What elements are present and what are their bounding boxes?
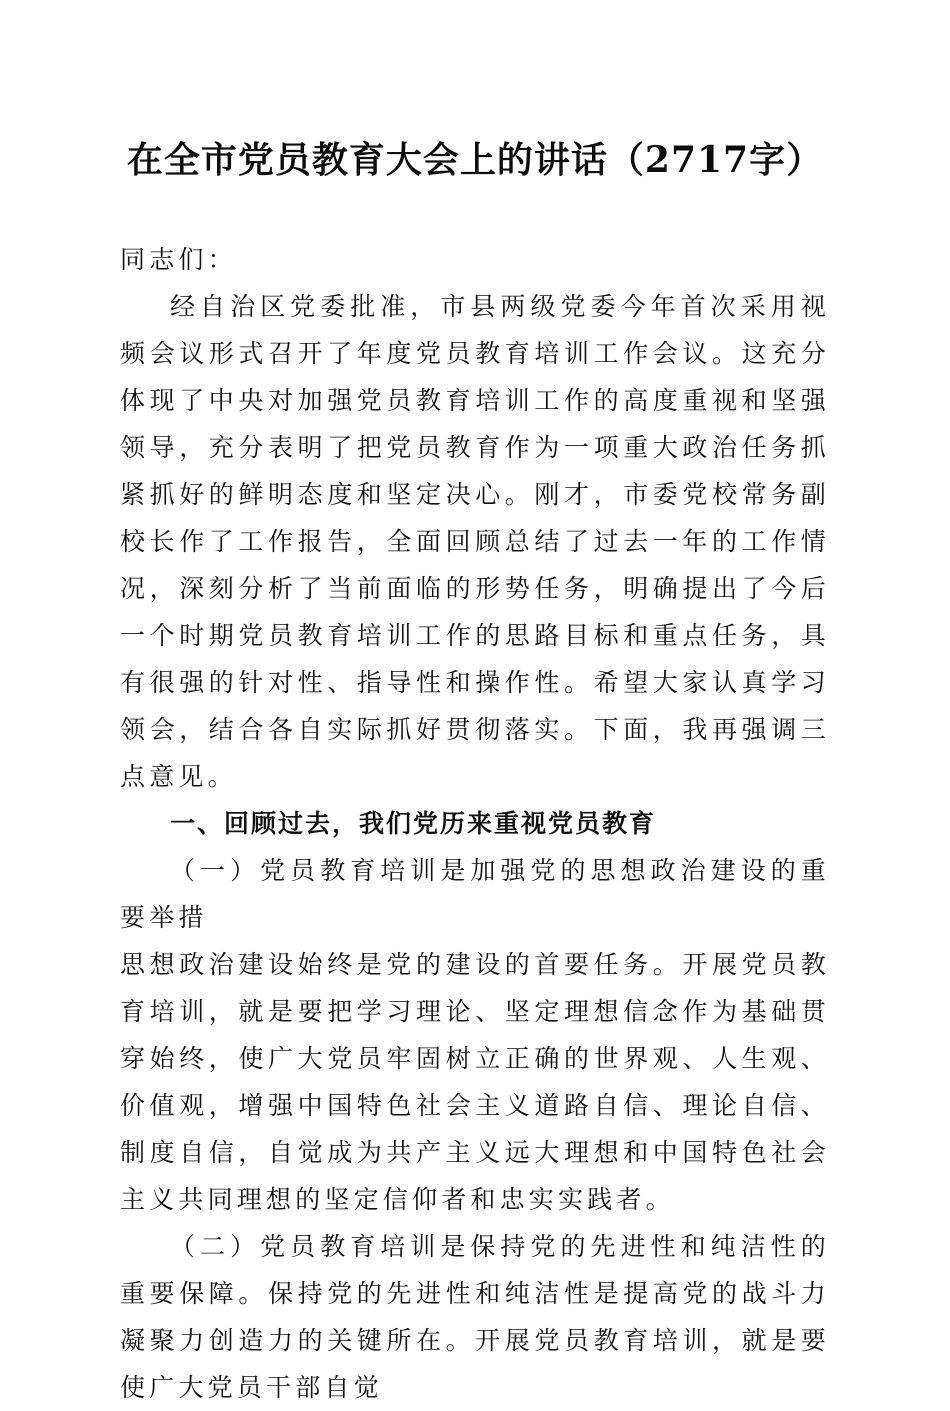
document-body — [120, 236, 830, 1411]
subsection-body-1: 思想政治建设始终是党的建设的首要任务。开展党员教育培训，就是要把学习理论、坚定理想信念作为基础贯穿始终，使广大党员牢固树立正确的世界观、人生观、价值观，增强中国特色社会主义道路自信、理论自信、制度自信，自觉成为共产主义远大理想和中国特色社会主义共同理想的坚定信仰者和忠实实践者。 — [120, 950, 830, 1214]
salutation: 同志们： — [120, 245, 237, 274]
subsection-paragraph-2: （二）党员教育培训是保持党的先进性和纯洁性的重要保障。保持党的先进性和纯洁性是提高党的战斗力凝聚力创造力的关键所在。开展党员教育培训，就是要使广大党员干部自觉 — [120, 1232, 830, 1402]
document-title: 在全市党员教育大会上的讲话（2717字） — [126, 139, 824, 181]
section-heading-1: 一、回顾过去，我们党历来重视党员教育 — [170, 809, 657, 838]
intro-paragraph: 经自治区党委批准，市县两级党委今年首次采用视频会议形式召开了年度党员教育培训工作会议。这充分体现了中央对加强党员教育培训工作的高度重视和坚强领导，充分表明了把党员教育作为一项重大政治任务抓紧抓好的鲜明态度和坚定决心。刚才，市委党校常务副校长作了工作报告，全面回顾总结了过去一年的工作情况，深刻分析了当前面临的形势任务，明确提出了今后一个时期党员教育培训工作的思路目标和重点任务，具有很强的针对性、指导性和操作性。希望大家认真学习领会，结合各自实际抓好贯彻落实。下面，我再强调三点意见。 — [120, 292, 830, 791]
subsection-heading-1: （一）党员教育培训是加强党的思想政治建设的重要举措 — [120, 856, 830, 932]
